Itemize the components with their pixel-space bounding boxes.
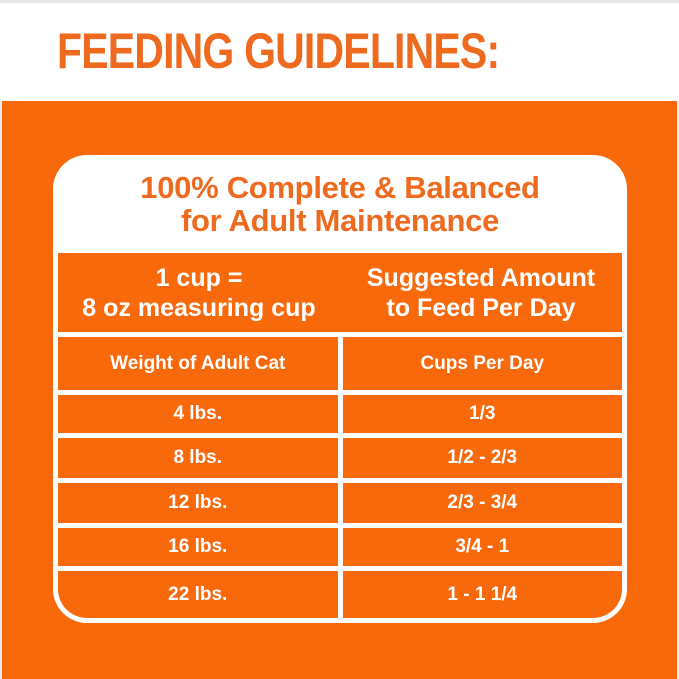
table-row — [58, 483, 622, 523]
top-white-band — [0, 0, 679, 101]
cup-measure-line1: 1 cup = — [155, 263, 243, 292]
weight-cell: 22 lbs. — [58, 571, 338, 618]
page-title: FEEDING GUIDELINES: — [57, 22, 500, 79]
column-header-row — [58, 337, 622, 390]
table-row — [58, 438, 622, 478]
column-header-cups: Cups Per Day — [343, 337, 623, 390]
table-title-line1: 100% Complete & Balanced — [140, 169, 540, 205]
table-row — [58, 528, 622, 566]
table-title-line2: for Adult Maintenance — [180, 203, 500, 238]
measuring-note-row — [58, 253, 622, 332]
cup-measure-line2: 8 oz measuring cup — [82, 293, 316, 322]
cups-cell: 1 - 1 1/4 — [343, 571, 623, 618]
cups-cell: 2/3 - 3/4 — [343, 483, 623, 523]
weight-cell: 8 lbs. — [58, 438, 338, 478]
feeding-table-panel — [53, 155, 627, 623]
weight-cell: 16 lbs. — [58, 528, 338, 566]
weight-cell: 12 lbs. — [58, 483, 338, 523]
table-row — [58, 571, 622, 618]
cups-cell: 1/2 - 2/3 — [343, 438, 623, 478]
table-row — [58, 395, 622, 433]
weight-cell: 4 lbs. — [58, 395, 338, 433]
suggested-amount-line1: Suggested Amount — [366, 263, 596, 292]
cups-cell: 3/4 - 1 — [343, 528, 623, 566]
column-header-weight: Weight of Adult Cat — [58, 337, 338, 390]
cups-cell: 1/3 — [343, 395, 623, 433]
cup-measure-note — [58, 253, 340, 332]
suggested-amount-note — [340, 253, 622, 332]
suggested-amount-line2: to Feed Per Day — [386, 293, 576, 322]
table-title — [58, 160, 622, 248]
